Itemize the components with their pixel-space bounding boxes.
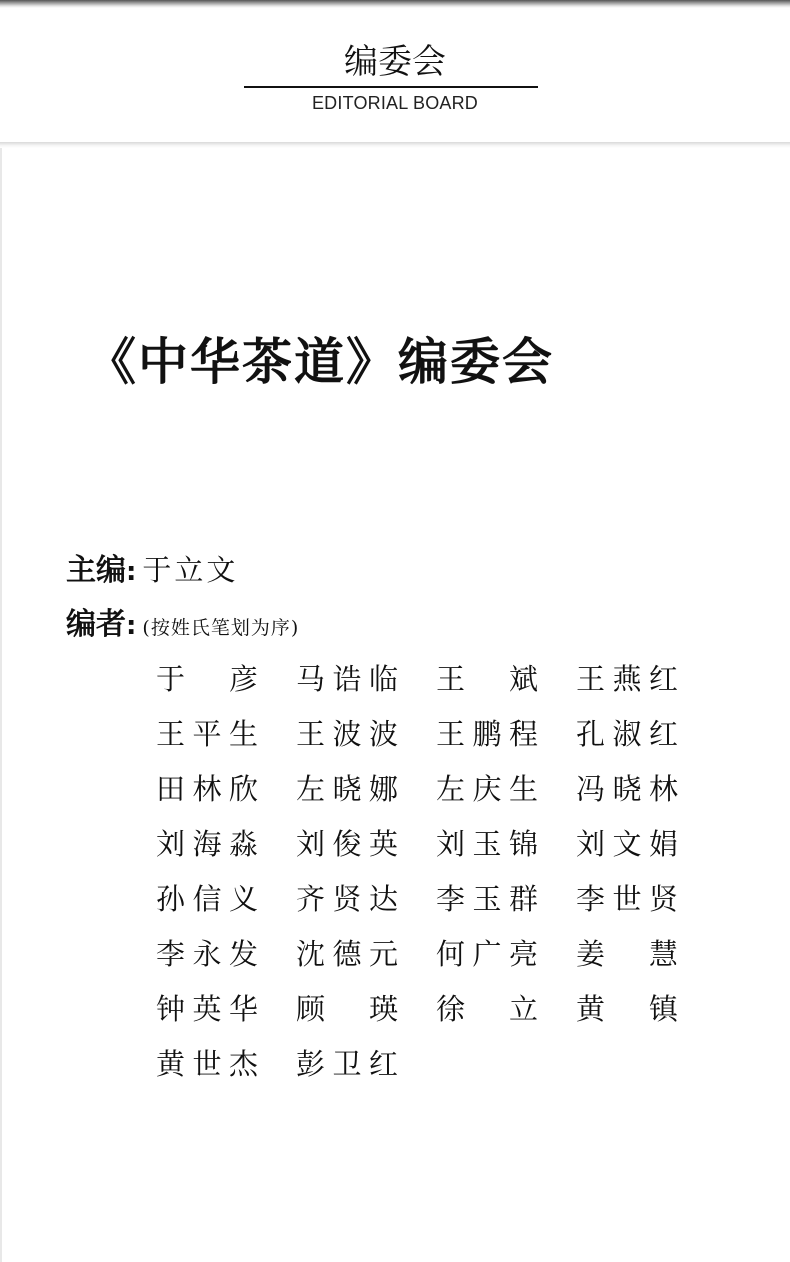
editor-name: 田 林 欣: [156, 772, 258, 806]
editor-name: 冯 晓 林: [576, 772, 678, 806]
editor-name: 顾 瑛: [296, 992, 398, 1026]
editor-name: 黄 镇: [576, 992, 678, 1026]
editors-row: [66, 604, 299, 646]
editor-name: 刘 海 淼: [156, 827, 258, 861]
editor-name: 刘 文 娟: [576, 827, 678, 861]
editors-colon: :: [126, 611, 137, 641]
editor-name: 李 玉 群: [436, 882, 538, 916]
editor-name: 孔 淑 红: [576, 717, 678, 751]
editor-name: 王 平 生: [156, 717, 258, 751]
book-title: 《中华茶道》编委会: [86, 332, 554, 391]
editor-name: 王 鹏 程: [436, 717, 538, 751]
header-title: 编委会: [344, 42, 446, 82]
chief-editor-label: 主编: [66, 553, 126, 588]
editor-name: 李 永 发: [156, 937, 258, 971]
editor-name: 徐 立: [436, 992, 538, 1026]
editor-name: 姜 慧: [576, 937, 678, 971]
page-edge: [0, 148, 2, 1262]
editor-names-grid: [156, 656, 716, 1096]
chief-editor-row: [66, 548, 238, 592]
top-shadow: [0, 0, 790, 8]
editor-name: 刘 玉 锦: [436, 827, 538, 861]
editors-label: 编者: [66, 607, 126, 642]
editor-name: 王 斌: [436, 662, 538, 696]
editor-name: 黄 世 杰: [156, 1047, 258, 1081]
editor-name: 何 广 亮: [436, 937, 538, 971]
editor-name: 王 波 波: [296, 717, 398, 751]
header-subtitle: EDITORIAL BOARD: [311, 93, 479, 113]
editors-order-note: (按姓氏笔划为序): [142, 617, 300, 639]
editor-name: 齐 贤 达: [296, 882, 398, 916]
page-header: [0, 8, 790, 142]
editor-name: 沈 德 元: [296, 937, 398, 971]
editor-name: 王 燕 红: [576, 662, 678, 696]
editor-name: 孙 信 义: [156, 882, 258, 916]
chief-editor-name: 于立文: [142, 553, 239, 587]
editor-name: 李 世 贤: [576, 882, 678, 916]
editor-name: 左 庆 生: [436, 772, 538, 806]
editor-name: 左 晓 娜: [296, 772, 398, 806]
header-divider: [0, 142, 790, 148]
header-rule: [244, 86, 538, 88]
editor-name: 刘 俊 英: [296, 827, 398, 861]
editor-name: 钟 英 华: [156, 992, 258, 1026]
chief-editor-colon: :: [126, 557, 137, 587]
editor-name: 马 诰 临: [296, 662, 398, 696]
editor-name: 彭 卫 红: [296, 1047, 398, 1081]
editor-name: 于 彦: [156, 662, 258, 696]
